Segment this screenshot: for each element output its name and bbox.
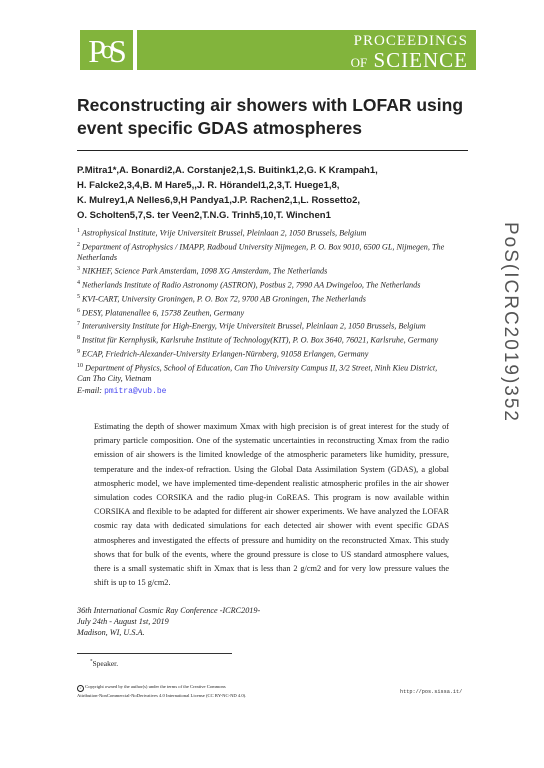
affiliation: $^{10}$ Department of Physics, School of Education, Can Tho University Campus II, 3/2 Street, Ninh Kieu District, Can Tho City, Vietnam [77, 362, 438, 384]
affiliation: $^3$ NIKHEF, Science Park Amsterdam, 1098 XG Amsterdam, The Netherlands [77, 266, 328, 277]
authors-line-2: H. Falcke2,3,4,B. M Hare5,,J. R. Hörandel1,2,3,T. Huege1,8, [77, 180, 340, 191]
paper-title: Reconstructing air showers with LOFAR using event specific GDAS atmospheres [77, 95, 464, 138]
license [77, 683, 347, 699]
affiliation: $^7$ Interuniversity Institute for High-Energy, Vrije Universiteit Brussel, Pleinlaan 2, 1050 Brussels, Belgium [77, 321, 426, 332]
affiliation: $^4$ Netherlands Institute of Radio Astronomy (ASTRON), Postbus 2, 7990 AA Dwingeloo, The Netherlands [77, 280, 421, 290]
author-list [77, 163, 472, 223]
affiliation: $^5$ KVI-CART, University Groningen, P. O. Box 72, 9700 AB Groningen, The Netherlands [77, 293, 366, 304]
affiliation: $^8$ Institut für Kernphysik, Karlsruhe Institute of Technology(KIT), P. O. Box 3640, 76021, Karlsruhe, Germany [77, 335, 439, 345]
pos-identifier-text: PoS(ICRC2019)352 [500, 222, 521, 423]
conference-location: Madison, WI, U.S.A. [77, 628, 145, 637]
title-rule [77, 150, 468, 151]
footnote-rule [77, 653, 232, 654]
pos-logo-text: PoS [88, 33, 125, 69]
proceedings-banner [137, 30, 476, 70]
affiliation: $^2$ Department of Astrophysics / IMAPP, Radboud University Nijmegen, P. O. Box 9010, 6500 GL, Nijmegen, The Netherlands [77, 241, 445, 263]
authors-line-4: O. Scholten5,7,S. ter Veen2,T.N.G. Trinh5,10,T. Winchen1 [77, 210, 331, 221]
affiliations [77, 226, 447, 398]
authors-line-3: K. Mulrey1,A Nelles6,9,H Pandya1,J.P. Rachen2,1,L. Rossetto2, [77, 195, 361, 206]
email-line [77, 385, 447, 397]
affiliation: $^1$ Astrophysical Institute, Vrije Universiteit Brussel, Pleinlaan 2, 1050 Brussels, Belgium [77, 228, 367, 238]
pos-logo [80, 30, 133, 70]
abstract: Estimating the depth of shower maximum Xmax with high precision is of great interest for the study of primary particle composition. One of the systematic uncertainties in reconstructing Xmax from the radio emission of air showers is the limited knowledge of the atmospheric parameters like humidity, pressure, temperature and the index-of refraction. Using the Global Data Assimilation System (GDAS), a global atmospheric model, we have implemented time-dependent realistic atmospheric profiles in the air shower simulation codes CORSIKA and the radio plug-in CoREAS. This program is now available within CORSIKA and flexible to be adapted for different air shower experiments. We have analyzed the LOFAR cosmic ray data with dedicated simulations for each detected air shower with event specific GDAS atmospheres and investigated the effects of pressure and humidity on the reconstructed Xmax. This study shows that for bulk of the events, where the ground pressure is close to US standard atmosphere values, there is a small systematic shift in Xmax that is less than 2 g/cm2 and for very low pressure values the shift is up to 15 g/cm2. [94, 422, 449, 588]
authors-line-1: P.Mitra1*,A. Bonardi2,A. Corstanje2,1,S. Buitink1,2,G. K Krampah1, [77, 165, 378, 176]
email-label: E-mail: [77, 386, 103, 396]
email-link[interactable]: pmitra@vub.be [104, 387, 167, 397]
affiliation: $^6$ DESY, Platanenallee 6, 15738 Zeuthen, Germany [77, 307, 245, 318]
conference-name: 36th International Cosmic Ray Conference -ICRC2019- [77, 606, 261, 615]
conference-dates: July 24th - August 1st, 2019 [77, 617, 169, 626]
creative-commons-icon: c [77, 685, 84, 692]
license-line-1: Copyright owned by the author(s) under the terms of the Creative Commons [85, 684, 226, 689]
pos-url-link[interactable]: http://pos.sissa.it/ [400, 689, 463, 695]
pos-identifier-stamp [491, 222, 531, 472]
banner-science: OF SCIENCE [350, 48, 468, 72]
banner-proceedings: PROCEEDINGS [353, 33, 468, 49]
license-line-2: Attribution-NonCommercial-NoDerivatives 4.0 International License (CC BY-NC-ND 4.0). [77, 693, 247, 698]
conference-info [77, 605, 327, 638]
footnote: *Speaker. [90, 659, 119, 668]
affiliation: $^9$ ECAP, Friedrich-Alexander-University Erlangen-Nürnberg, 91058 Erlangen, Germany [77, 348, 369, 359]
